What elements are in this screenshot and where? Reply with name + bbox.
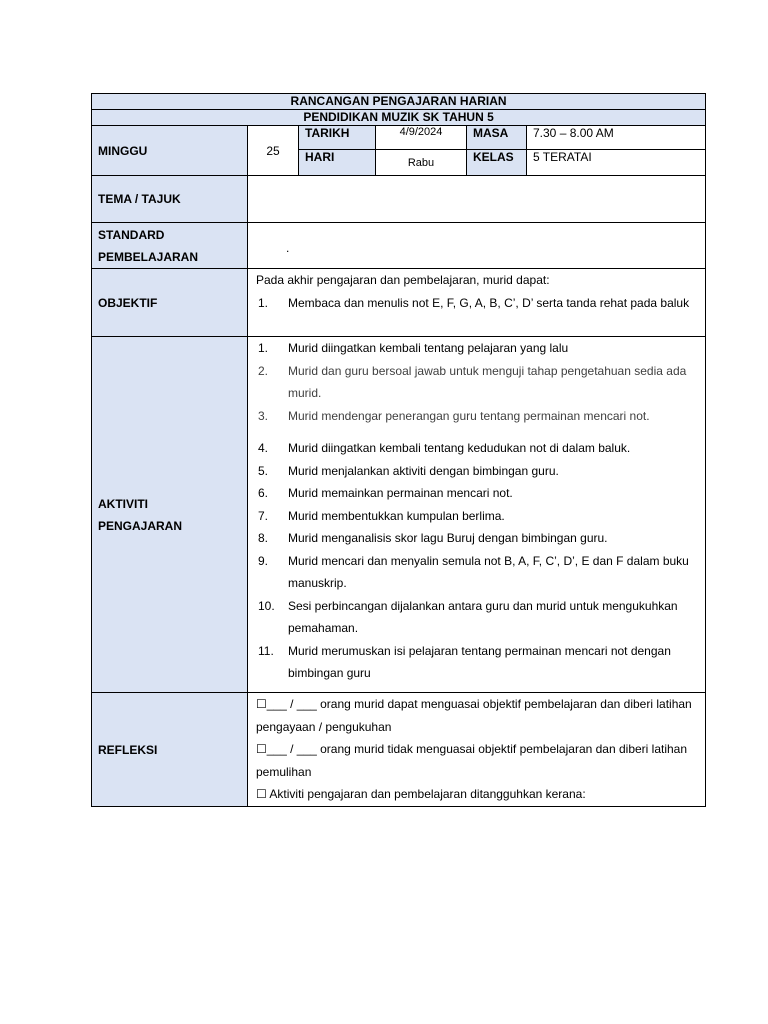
minggu-label: MINGGU [92, 126, 248, 176]
lesson-plan-table [91, 93, 706, 807]
plan-title: RANCANGAN PENGAJARAN HARIAN [92, 94, 706, 110]
objektif-list [256, 292, 699, 315]
masa-label: MASA [467, 126, 527, 150]
standard-value-cell [248, 223, 706, 269]
list-item: 4. Murid diingatkan kembali tentang kedudukan not di dalam baluk. [258, 441, 631, 455]
list-item: 6. Murid memainkan permainan mencari not. [258, 486, 513, 500]
standard-label-line2: PEMBELAJARAN [98, 249, 199, 264]
minggu-value: 25 [248, 126, 299, 176]
tarikh-value: 4/9/2024 [376, 126, 467, 150]
kelas-label: KELAS [467, 150, 527, 176]
list-item: 7. Murid membentukkan kumpulan berlima. [258, 508, 505, 523]
objektif-content [248, 269, 706, 337]
aktiviti-label [92, 337, 248, 693]
plan-subtitle: PENDIDIKAN MUZIK SK TAHUN 5 [92, 110, 706, 126]
list-item: 1. Murid diingatkan kembali tentang pelajaran yang lalu [258, 341, 569, 355]
standard-label [92, 223, 248, 269]
standard-label-line1: STANDARD [98, 227, 165, 242]
refleksi-label: REFLEKSI [92, 693, 248, 807]
objektif-label: OBJEKTIF [92, 269, 248, 337]
aktiviti-list [256, 337, 699, 685]
list-item: 5. Murid menjalankan aktiviti dengan bimbingan guru. [258, 463, 559, 478]
refleksi-line-2: ☐___ / ___ orang murid tidak menguasai objektif pembelajaran dan diberi latihan pemulihan [256, 742, 688, 779]
list-item: 10. Sesi perbincangan dijalankan antara guru dan murid untuk mengukuhkan pemahaman. [258, 598, 678, 635]
list-item: 3. Murid mendengar penerangan guru tentang permainan mencari not. [258, 408, 650, 423]
list-item: 8. Murid menganalisis skor lagu Buruj dengan bimbingan guru. [258, 531, 608, 545]
list-item: 1. Membaca dan menulis not E, F, G, A, B, C’, D’ serta tanda rehat pada baluk [258, 295, 690, 310]
aktiviti-label-line2: PENGAJARAN [98, 518, 183, 533]
aktiviti-label-line1: AKTIVITI [98, 496, 148, 511]
masa-value: 7.30 – 8.00 AM [527, 126, 706, 150]
refleksi-line-1: ☐___ / ___ orang murid dapat menguasai objektif pembelajaran dan diberi latihan pengayaan / pengukuhan [256, 697, 692, 734]
tarikh-label: TARIKH [299, 126, 376, 150]
standard-value: . [286, 241, 290, 255]
list-item: 2. Murid dan guru bersoal jawab untuk menguji tahap pengetahuan sedia ada murid. [258, 363, 687, 400]
list-item: 9. Murid mencari dan menyalin semula not B, A, F, C’, D’, E dan F dalam buku manuskrip. [258, 553, 689, 590]
aktiviti-content [248, 337, 706, 693]
hari-value: Rabu [376, 150, 467, 176]
tema-label: TEMA / TAJUK [92, 176, 248, 223]
tema-value [248, 176, 706, 223]
hari-label: HARI [299, 150, 376, 176]
objektif-intro: Pada akhir pengajaran dan pembelajaran, murid dapat: [256, 273, 550, 287]
refleksi-content [248, 693, 706, 807]
refleksi-line-3: ☐ Aktiviti pengajaran dan pembelajaran ditangguhkan kerana: [256, 787, 586, 801]
list-item: 11. Murid merumuskan isi pelajaran tentang permainan mencari not dengan bimbingan guru [258, 643, 671, 680]
kelas-value: 5 TERATAI [527, 150, 706, 176]
